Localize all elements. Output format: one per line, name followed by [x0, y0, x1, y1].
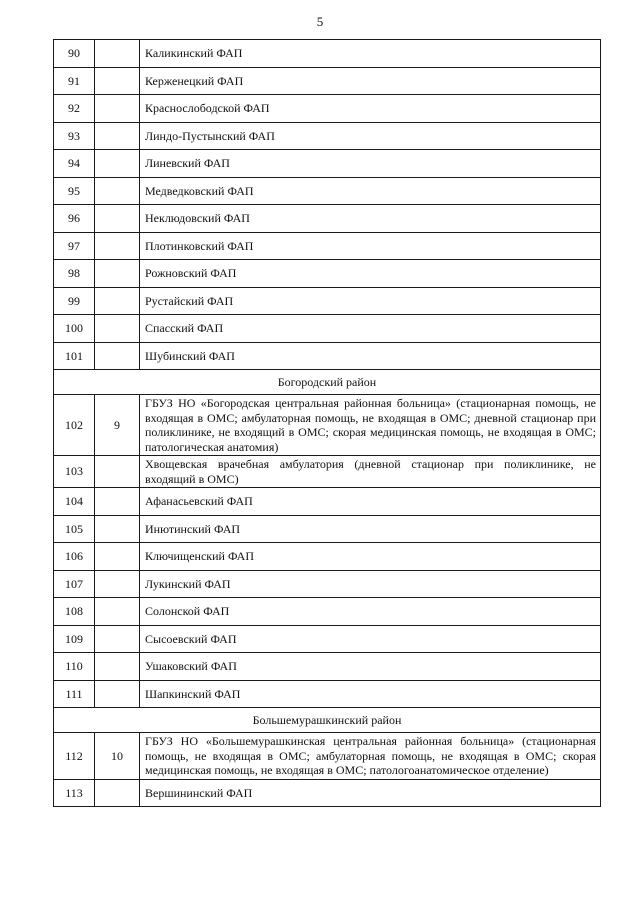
- row-number: 103: [54, 456, 95, 488]
- facility-name: Вершининский ФАП: [140, 779, 601, 807]
- institution-code: [95, 260, 140, 288]
- institution-code: [95, 456, 140, 488]
- table-row: [54, 67, 601, 95]
- facility-name: Спасский ФАП: [140, 315, 601, 343]
- institution-code: [95, 287, 140, 315]
- row-number: 102: [54, 395, 95, 456]
- table-row: [54, 40, 601, 68]
- table-row: [54, 515, 601, 543]
- institution-code: [95, 653, 140, 681]
- facility-name: Плотинковский ФАП: [140, 232, 601, 260]
- facility-name: Шапкинский ФАП: [140, 680, 601, 708]
- institution-code: [95, 625, 140, 653]
- institution-code: [95, 680, 140, 708]
- row-number: 94: [54, 150, 95, 178]
- row-number: 101: [54, 342, 95, 370]
- region-header-row: [54, 370, 601, 395]
- institution-code: [95, 150, 140, 178]
- row-number: 93: [54, 122, 95, 150]
- row-number: 99: [54, 287, 95, 315]
- table-row: [54, 315, 601, 343]
- page-number: 5: [316, 14, 324, 29]
- facility-name: Ушаковский ФАП: [140, 653, 601, 681]
- institution-code: [95, 515, 140, 543]
- table-row: [54, 260, 601, 288]
- facility-name: Линдо-Пустынский ФАП: [140, 122, 601, 150]
- table-row: [54, 625, 601, 653]
- institution-code: [95, 488, 140, 516]
- institution-code: 9: [95, 395, 140, 456]
- facility-name: Краснослободской ФАП: [140, 95, 601, 123]
- table-row: [54, 287, 601, 315]
- row-number: 113: [54, 779, 95, 807]
- facility-table-body: [54, 40, 601, 807]
- table-row: [54, 598, 601, 626]
- row-number: 109: [54, 625, 95, 653]
- row-number: 111: [54, 680, 95, 708]
- institution-code: [95, 543, 140, 571]
- table-row: [54, 680, 601, 708]
- row-number: 98: [54, 260, 95, 288]
- facility-name: Афанасьевский ФАП: [140, 488, 601, 516]
- table-row: [54, 543, 601, 571]
- table-row: [54, 733, 601, 780]
- facility-name: Рустайский ФАП: [140, 287, 601, 315]
- institution-code: [95, 570, 140, 598]
- row-number: 97: [54, 232, 95, 260]
- table-row: [54, 205, 601, 233]
- row-number: 110: [54, 653, 95, 681]
- facility-name: Сысоевский ФАП: [140, 625, 601, 653]
- facility-name: Солонской ФАП: [140, 598, 601, 626]
- table-row: [54, 779, 601, 807]
- table-row: [54, 232, 601, 260]
- row-number: 92: [54, 95, 95, 123]
- row-number: 91: [54, 67, 95, 95]
- row-number: 95: [54, 177, 95, 205]
- facility-name: Шубинский ФАП: [140, 342, 601, 370]
- table-row: [54, 653, 601, 681]
- institution-code: [95, 40, 140, 68]
- table-row: [54, 342, 601, 370]
- institution-code: [95, 122, 140, 150]
- region-name: Большемурашкинский район: [54, 708, 601, 733]
- facility-name: Неклюдовский ФАП: [140, 205, 601, 233]
- table-row: [54, 95, 601, 123]
- region-name: Богородский район: [54, 370, 601, 395]
- table-row: [54, 456, 601, 488]
- table-row: [54, 395, 601, 456]
- facility-name: Керженецкий ФАП: [140, 67, 601, 95]
- table-row: [54, 150, 601, 178]
- row-number: 104: [54, 488, 95, 516]
- facility-name: Инютинский ФАП: [140, 515, 601, 543]
- region-header-row: [54, 708, 601, 733]
- institution-code: [95, 779, 140, 807]
- institution-code: [95, 342, 140, 370]
- facility-name: Лукинский ФАП: [140, 570, 601, 598]
- row-number: 100: [54, 315, 95, 343]
- row-number: 90: [54, 40, 95, 68]
- facility-table: [53, 39, 601, 807]
- institution-code: [95, 315, 140, 343]
- row-number: 107: [54, 570, 95, 598]
- table-row: [54, 488, 601, 516]
- facility-name: Медведковский ФАП: [140, 177, 601, 205]
- table-row: [54, 570, 601, 598]
- row-number: 96: [54, 205, 95, 233]
- facility-name: Ключищенский ФАП: [140, 543, 601, 571]
- facility-name: ГБУЗ НО «Богородская центральная районная больница» (стационарная помощь, не входящая в ОМС; амбулаторная помощь, не входящая в ОМС; дневной стационар при поликлинике, не входящий в ОМС; скорая медицинская помощь, не входящая в ОМС; патологическая анатомия): [140, 395, 601, 456]
- institution-code: 10: [95, 733, 140, 780]
- institution-code: [95, 205, 140, 233]
- facility-name: ГБУЗ НО «Большемурашкинская центральная районная больница» (стационарная помощь, не входящая в ОМС; амбулаторная помощь, не входящая в ОМС; скорая медицинская помощь, не входящая в ОМС; патологоанатомическое отделение): [140, 733, 601, 780]
- row-number: 105: [54, 515, 95, 543]
- table-row: [54, 177, 601, 205]
- institution-code: [95, 95, 140, 123]
- institution-code: [95, 177, 140, 205]
- facility-name: Хвощевская врачебная амбулатория (дневной стационар при поликлинике, не входящий в ОМС): [140, 456, 601, 488]
- row-number: 106: [54, 543, 95, 571]
- row-number: 108: [54, 598, 95, 626]
- table-row: [54, 122, 601, 150]
- institution-code: [95, 598, 140, 626]
- row-number: 112: [54, 733, 95, 780]
- facility-name: Каликинский ФАП: [140, 40, 601, 68]
- facility-name: Рожновский ФАП: [140, 260, 601, 288]
- institution-code: [95, 232, 140, 260]
- facility-name: Линевский ФАП: [140, 150, 601, 178]
- institution-code: [95, 67, 140, 95]
